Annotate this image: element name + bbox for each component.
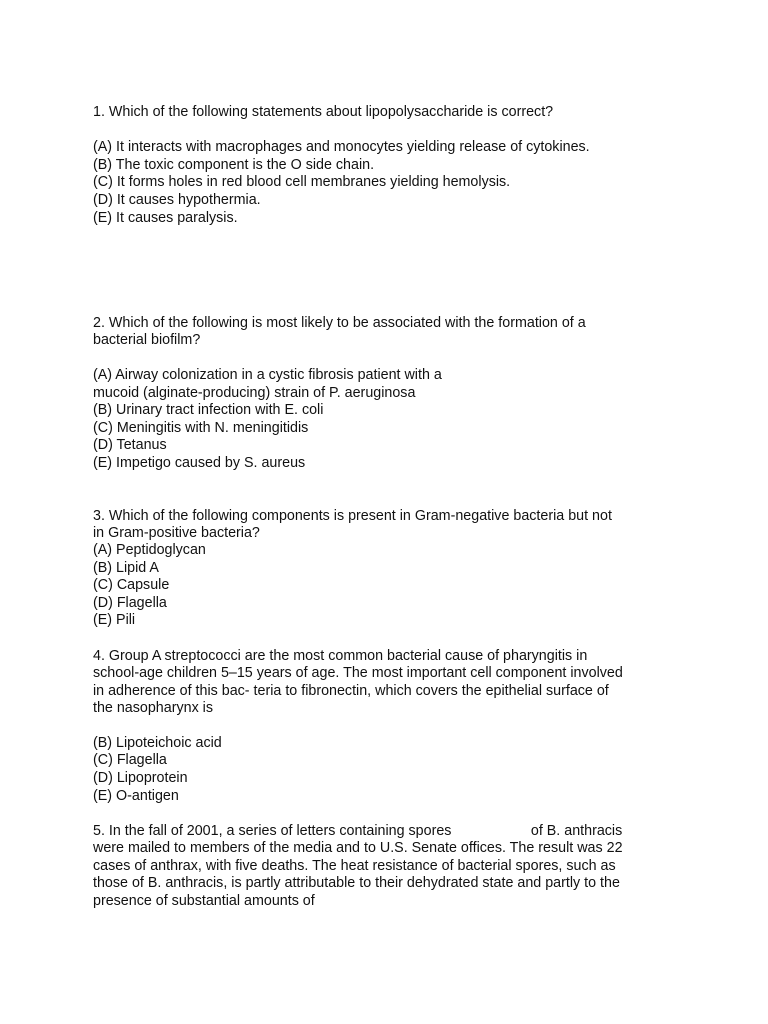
- question-2-option-b: (B) Urinary tract infection with E. coli: [93, 402, 324, 418]
- question-5-stem-line: presence of substantial amounts of: [93, 893, 315, 909]
- question-4-option-b: (B) Lipoteichoic acid: [93, 735, 222, 751]
- question-1-option-e: (E) It causes paralysis.: [93, 210, 238, 226]
- question-4-stem-line: in adherence of this bac- teria to fibronectin, which covers the epithelial surface of: [93, 683, 609, 699]
- question-3-option-d: (D) Flagella: [93, 595, 167, 611]
- question-2-option-a-continued: mucoid (alginate-producing) strain of P. aeruginosa: [93, 385, 416, 401]
- question-2-option-c: (C) Meningitis with N. meningitidis: [93, 420, 309, 436]
- question-2-option-d: (D) Tetanus: [93, 437, 167, 453]
- question-5-stem-line: cases of anthrax, with five deaths. The heat resistance of bacterial spores, such as: [93, 858, 616, 874]
- question-2-option-e: (E) Impetigo caused by S. aureus: [93, 455, 306, 471]
- question-1-option-b: (B) The toxic component is the O side chain.: [93, 157, 375, 173]
- question-1-option-d: (D) It causes hypothermia.: [93, 192, 261, 208]
- question-5-stem-line: 5. In the fall of 2001, a series of letters containing spores of B. anthracis: [93, 823, 623, 839]
- question-3-option-e: (E) Pili: [93, 612, 136, 628]
- question-4-option-c: (C) Flagella: [93, 752, 167, 768]
- question-5-stem-line: those of B. anthracis, is partly attributable to their dehydrated state and partly to the: [93, 875, 620, 891]
- question-4-stem-line: 4. Group A streptococci are the most common bacterial cause of pharyngitis in: [93, 648, 588, 664]
- question-3-stem-line: in Gram-positive bacteria?: [93, 525, 260, 541]
- question-3-stem-line: 3. Which of the following components is present in Gram-negative bacteria but not: [93, 508, 612, 524]
- question-4-option-d: (D) Lipoprotein: [93, 770, 188, 786]
- question-4-stem-line: school-age children 5–15 years of age. The most important cell component involved: [93, 665, 623, 681]
- question-4-option-e: (E) O-antigen: [93, 788, 179, 804]
- question-2-stem-line: bacterial biofilm?: [93, 332, 201, 348]
- question-3-option-a: (A) Peptidoglycan: [93, 542, 206, 558]
- question-2-stem-line: 2. Which of the following is most likely to be associated with the formation of a: [93, 315, 586, 331]
- question-4-stem-line: the nasopharynx is: [93, 700, 214, 716]
- question-5-stem-line: were mailed to members of the media and to U.S. Senate offices. The result was 22: [93, 840, 623, 856]
- question-3-option-b: (B) Lipid A: [93, 560, 159, 576]
- question-1-option-c: (C) It forms holes in red blood cell membranes yielding hemolysis.: [93, 174, 511, 190]
- question-1-stem-line: 1. Which of the following statements about lipopolysaccharide is correct?: [93, 104, 554, 120]
- question-2-option-a: (A) Airway colonization in a cystic fibrosis patient with a: [93, 367, 442, 383]
- question-3-option-c: (C) Capsule: [93, 577, 170, 593]
- question-1-option-a: (A) It interacts with macrophages and monocytes yielding release of cytokines.: [93, 139, 590, 155]
